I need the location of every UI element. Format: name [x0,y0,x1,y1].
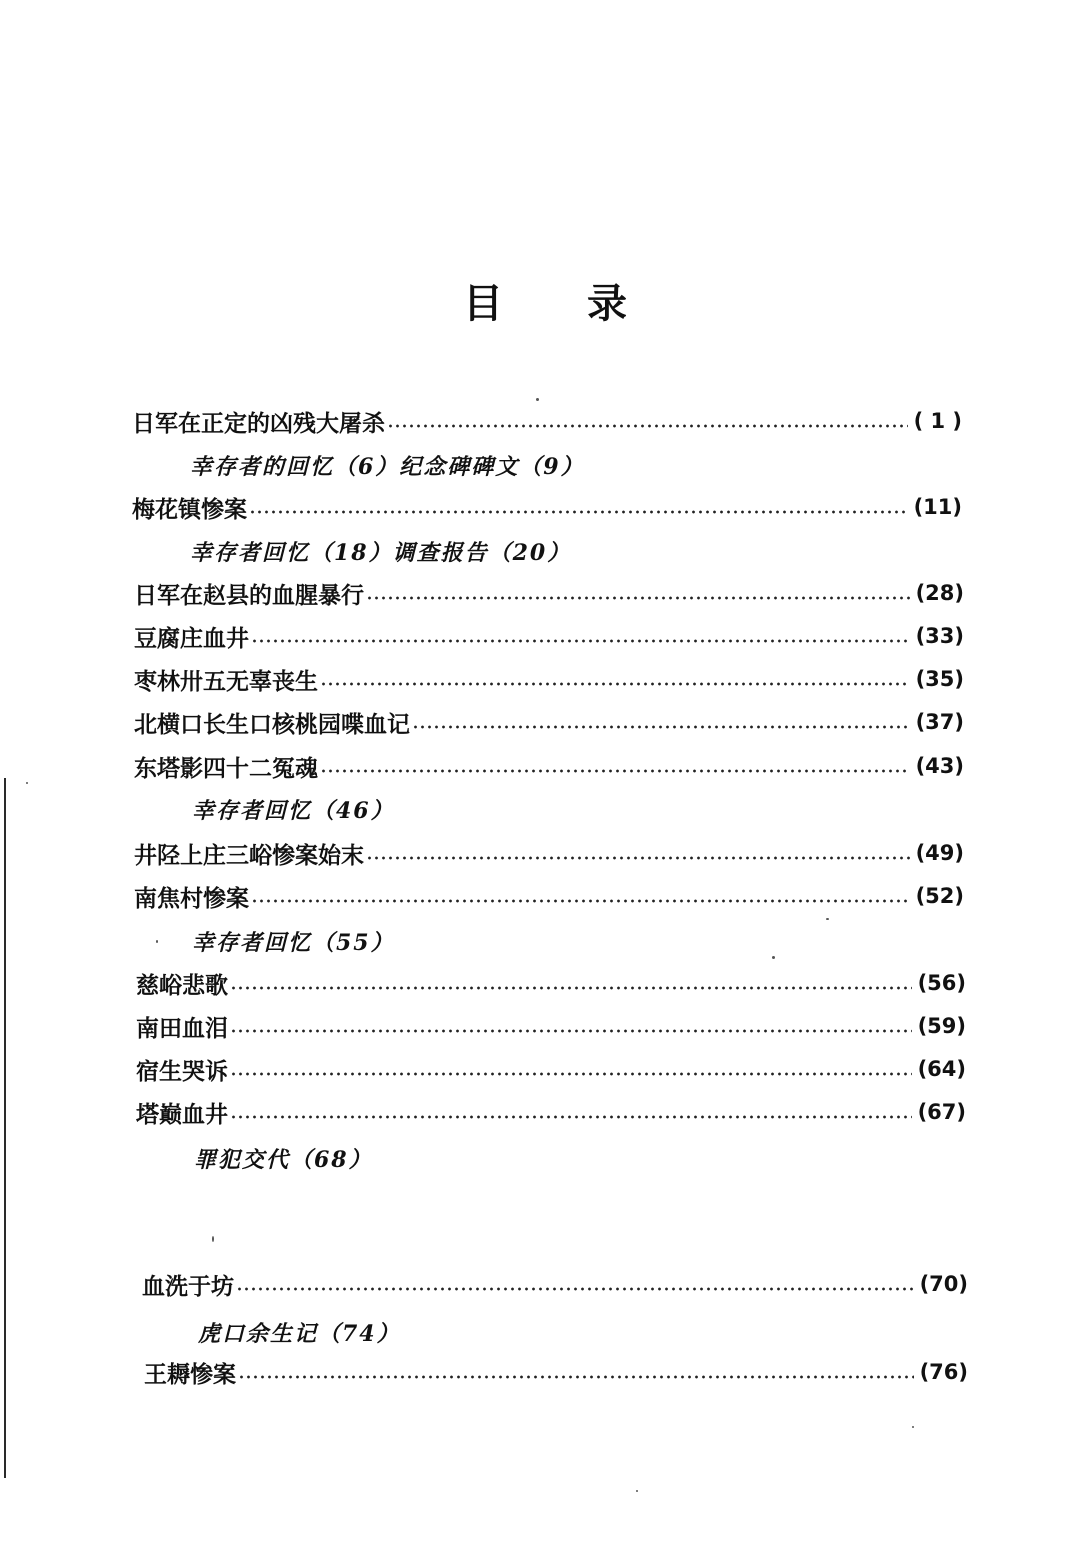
title-char-2: 录 [587,280,627,327]
dot-leader [249,510,908,514]
toc-page-number: (37) [915,710,964,734]
toc-entry [134,664,964,694]
toc-entry [134,881,964,911]
scan-margin-line [4,778,6,1478]
toc-page-number: (59) [917,1014,966,1038]
toc-entry-title: 井陉上庄三峪惨案始末 [134,841,364,869]
dot-leader [412,725,910,729]
toc-page-number: (43) [915,754,964,778]
toc-entry [142,1269,968,1299]
toc-page-number: (56) [917,971,966,995]
scan-speck [26,782,28,784]
toc-entry-title: 王耨惨案 [144,1360,236,1388]
dot-leader [236,1287,914,1291]
scan-speck [536,398,539,401]
toc-page-number: (64) [917,1057,966,1081]
dot-leader [320,682,910,686]
scan-speck [156,940,158,943]
toc-entry [144,1357,968,1387]
toc-entry [132,492,962,522]
toc-page-number: (70) [919,1272,968,1296]
toc-entry [136,1011,966,1041]
toc-entry-title: 慈峪悲歌 [136,971,228,999]
scan-speck [636,1490,638,1492]
toc-subentry: 虎口余生记（74） [198,1320,401,1347]
toc-entry-title: 南田血泪 [136,1014,228,1042]
toc-page-number: (35) [915,667,964,691]
toc-entry [136,968,966,998]
toc-entry-title: 日军在正定的凶残大屠杀 [132,409,385,437]
toc-subentry: 幸存者的回忆（6）纪念碑碑文（9） [190,453,585,480]
toc-page-number: ( 1 ) [913,409,962,433]
toc-entry [136,1054,966,1084]
toc-subentry: 幸存者回忆（18）调查报告（20） [190,539,572,566]
dot-leader [366,596,910,600]
toc-page-number: (76) [919,1360,968,1384]
toc-entry [134,751,964,781]
dot-leader [366,856,910,860]
toc-entry [134,621,964,651]
scan-speck [212,1236,214,1242]
toc-page-number: (49) [915,841,964,865]
toc-entry [136,1097,966,1127]
toc-entry-title: 日军在赵县的血腥暴行 [134,581,364,609]
dot-leader [230,1115,912,1119]
toc-entry-title: 梅花镇惨案 [132,495,247,523]
page-title [463,272,627,329]
dot-leader [251,639,910,643]
toc-page-number: (28) [915,581,964,605]
scan-speck [772,956,775,959]
scan-speck [912,1426,914,1428]
toc-entry [134,838,964,868]
toc-entry-title: 宿生哭诉 [136,1057,228,1085]
toc-page-number: (67) [917,1100,966,1124]
toc-page-number: (33) [915,624,964,648]
toc-entry-title: 枣林卅五无辜丧生 [134,667,318,695]
toc-subentry: 幸存者回忆（55） [192,929,395,956]
dot-leader [387,424,908,428]
dot-leader [230,1072,912,1076]
toc-entry-title: 东塔影四十二冤魂 [134,754,318,782]
toc-subentry: 幸存者回忆（46） [192,797,395,824]
toc-entry-title: 北横口长生口核桃园喋血记 [134,710,410,738]
scan-speck [826,918,829,920]
toc-entry-title: 塔巅血井 [136,1100,228,1128]
dot-leader [251,899,910,903]
dot-leader [230,986,912,990]
dot-leader [238,1375,914,1379]
toc-entry [132,406,962,436]
toc-entry-title: 南焦村惨案 [134,884,249,912]
toc-entry [134,707,964,737]
toc-page-number: (52) [915,884,964,908]
title-char-1: 目 [463,280,503,327]
toc-page-number: (11) [913,495,962,519]
toc-entry-title: 血洗于坊 [142,1272,234,1300]
toc-subentry: 罪犯交代（68） [194,1146,373,1173]
dot-leader [320,769,910,773]
dot-leader [230,1029,912,1033]
toc-entry [134,578,964,608]
toc-entry-title: 豆腐庄血井 [134,624,249,652]
